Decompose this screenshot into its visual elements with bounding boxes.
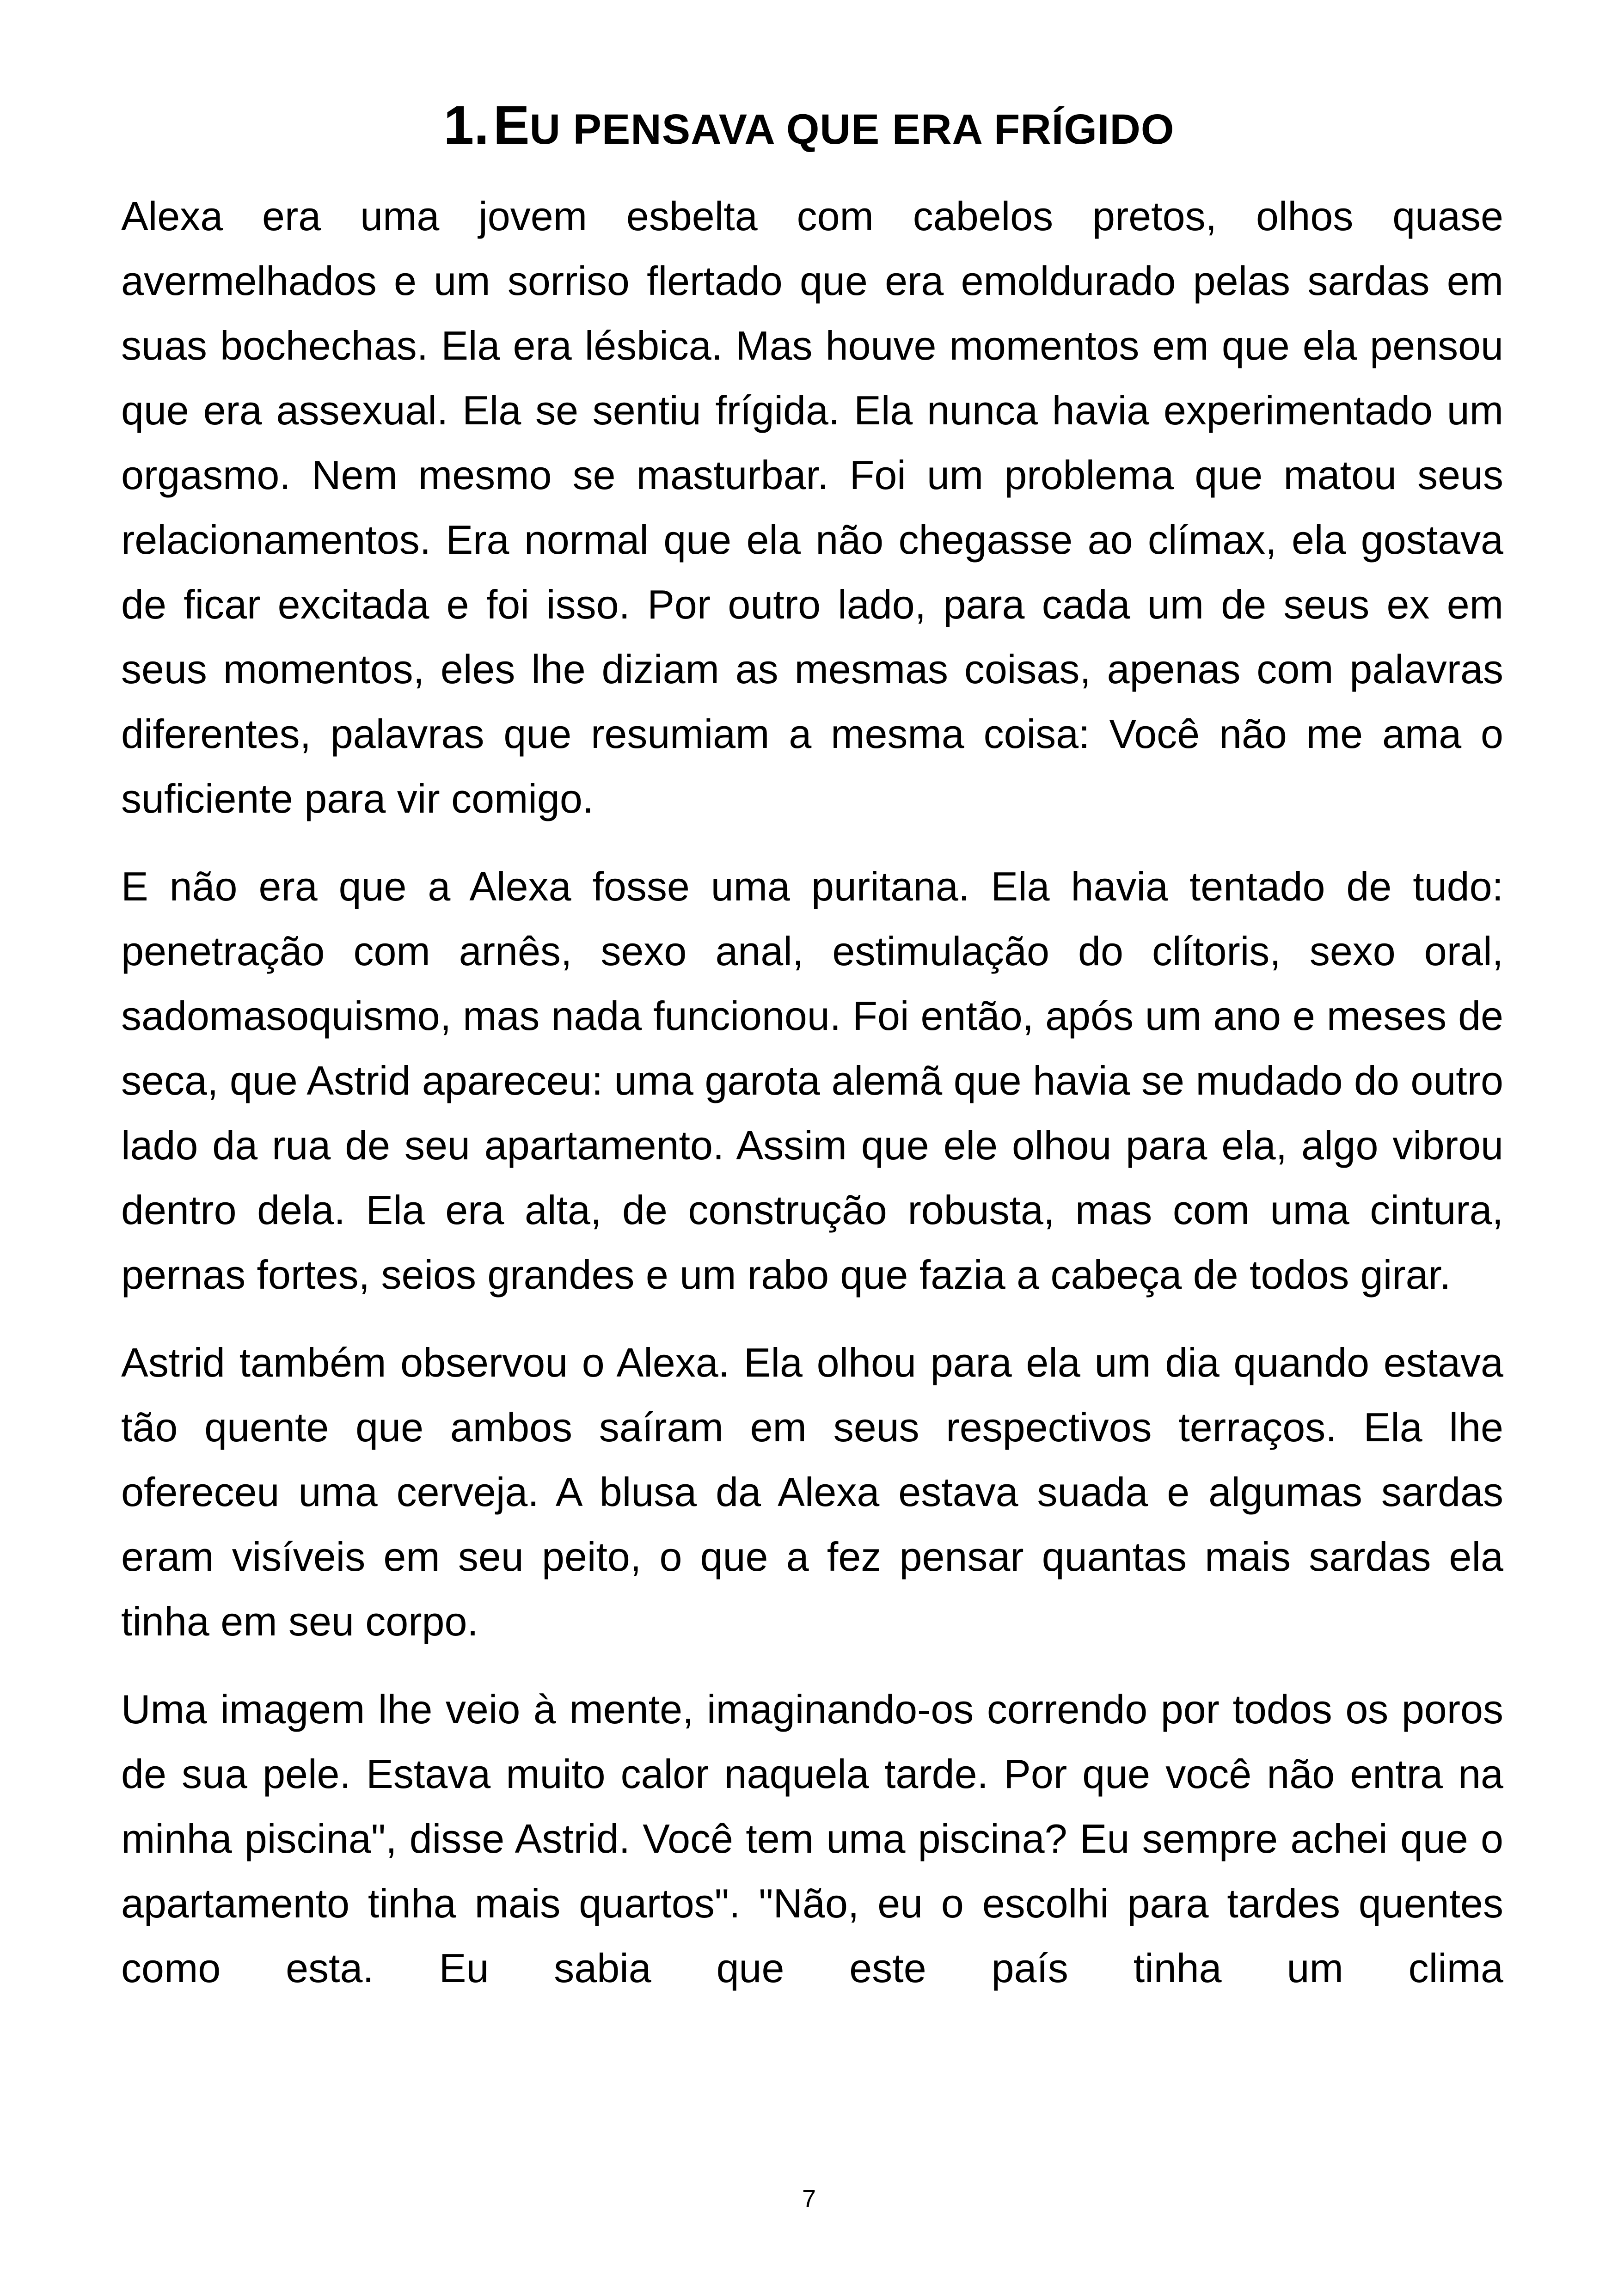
page-number: 7 — [802, 2185, 816, 2213]
chapter-title-rest: U PENSAVA QUE ERA FRÍGIDO — [529, 106, 1175, 153]
paragraph-4: Uma imagem lhe veio à mente, imaginando-os correndo por todos os poros de sua pele. Estava muito calor naquela tarde. Por que você não entra na minha piscina", disse Astrid. Você tem uma piscina? Eu sempre achei que o apartamento tinha mais quartos". "Não, eu o escolhi para tardes quentes como esta. Eu sabia que este país tinha um clima — [121, 1686, 1503, 1991]
chapter-title-initial: E — [493, 95, 530, 156]
paragraph-2: E não era que a Alexa fosse uma puritana. Ela havia tentado de tudo: penetração com arnês, sexo anal, estimulação do clítoris, sexo oral, sadomasoquismo, mas nada funcionou. Foi então, após um ano e meses de seca, que Astrid apareceu: uma garota alemã que havia se mudado do outro lado da rua de seu apartamento. Assim que ele olhou para ela, algo vibrou dentro dela. Ela era alta, de construção robusta, mas com uma cintura, pernas fortes, seios grandes e um rabo que fazia a cabeça de todos girar. — [121, 863, 1503, 1298]
chapter-number: 1. — [443, 95, 489, 156]
body-text — [121, 184, 1503, 2024]
paragraph-1: Alexa era uma jovem esbelta com cabelos pretos, olhos quase avermelhados e um sorriso flertado que era emoldurado pelas sardas em suas bochechas. Ela era lésbica. Mas houve momentos em que ela pensou que era assexual. Ela se sentiu frígida. Ela nunca havia experimentado um orgasmo. Nem mesmo se masturbar. Foi um problema que matou seus relacionamentos. Era normal que ela não chegasse ao clímax, ela gostava de ficar excitada e foi isso. Por outro lado, para cada um de seus ex em seus momentos, eles lhe diziam as mesmas coisas, apenas com palavras diferentes, palavras que resumiam a mesma coisa: Você não me ama o suficiente para vir comigo. — [121, 193, 1503, 821]
chapter-title — [120, 91, 1498, 173]
paragraph-3: Astrid também observou o Alexa. Ela olhou para ela um dia quando estava tão quente que ambos saíram em seus respectivos terraços. Ela lhe ofereceu uma cerveja. A blusa da Alexa estava suada e algumas sardas eram visíveis em seu peito, o que a fez pensar quantas mais sardas ela tinha em seu corpo. — [121, 1340, 1503, 1644]
